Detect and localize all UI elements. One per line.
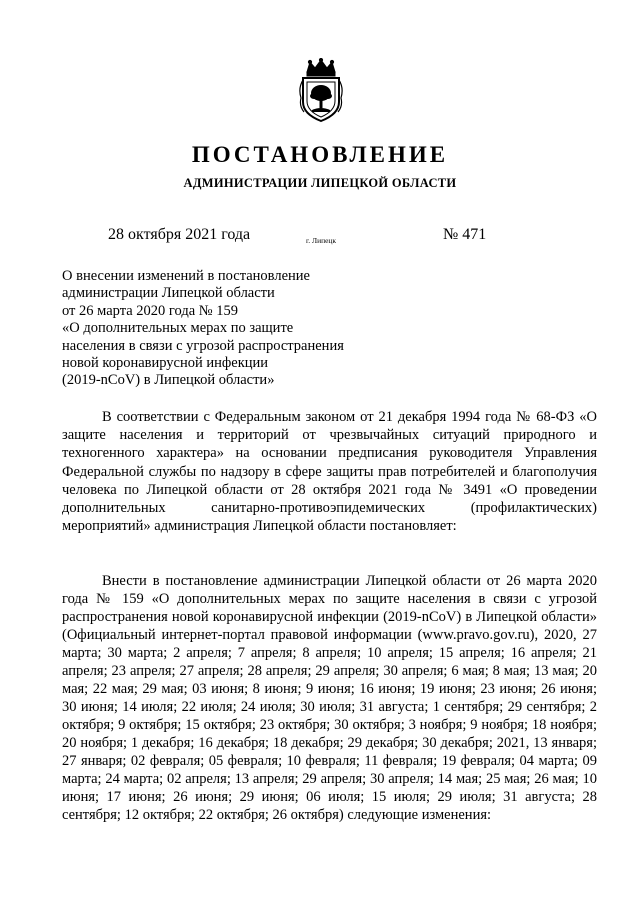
subject-line: от 26 марта 2020 года № 159 (62, 302, 238, 319)
subject-line: «О дополнительных мерах по защите (62, 320, 294, 337)
page-title: ПОСТАНОВЛЕНИЕ (191, 142, 449, 167)
document-date: 28 октября 2021 года (108, 226, 251, 243)
preamble-paragraph: В соответствии с Федеральным законом от 21 декабря 1994 года № 68-ФЗ «О защите населения и территорий от чрезвычайных ситуаций природного и техногенного характера» на основании предписания руководителя Управления Федеральной службы по надзору в сфере защиты прав потребителей и благополучия человека по Липецкой области от 28 октября 2021 года № 3491 «О проведении дополнительных санитарно-противоэпидемических (профилактических) мероприятий» администрация Липецкой области постановляет: (62, 409, 597, 535)
document-number: № 471 (443, 226, 487, 243)
document-city: г. Липецк (306, 236, 337, 245)
main-paragraph: Внести в постановление администрации Липецкой области от 26 марта 2020 года № 159 «О дополнительных мерах по защите населения в связи с угрозой распространения новой коронавирусной инфекции (2019-nCoV) в Липецкой области» (Официальный интернет-портал правовой информации (www.pravo.gov.ru), 2020, 27 марта; 30 марта; 2 апреля; 7 апреля; 8 апреля; 10 апреля; 15 апреля; 16 апреля; 21 апреля; 23 апреля; 27 апреля; 28 апреля; 29 апреля; 30 апреля; 6 мая; 8 мая; 13 мая; 20 мая; 22 мая; 29 мая; 03 июня; 8 июня; 9 июня; 16 июня; 19 июня; 23 июня; 26 июня; 30 июня; 14 июля; 22 июля; 24 июля; 30 июля; 31 августа; 1 сентября; 29 сентября; 2 октября; 9 октября; 15 октября; 23 октября; 30 октября; 3 ноября; 9 ноября; 18 ноября; 20 ноября; 1 декабря; 16 декабря; 18 декабря; 29 декабря; 30 декабря; 2021, 13 января; 27 января; 02 февраля; 05 февраля; 10 февраля; 11 февраля; 19 февраля; 04 марта; 09 марта; 24 марта; 02 апреля; 13 апреля; 29 апреля; 30 апреля; 14 мая; 25 мая; 26 мая; 10 июня; 17 июня; 26 июня; 29 июня; 06 июля; 15 июля; 29 июля; 31 августа; 28 сентября; 12 октября; 22 октября; 26 октября) следующие изменения: (62, 573, 597, 823)
subject-line: (2019-nCoV) в Липецкой области» (62, 372, 275, 389)
subject-line: населения в связи с угрозой распространения (62, 337, 344, 354)
subject-line: администрации Липецкой области (62, 285, 275, 302)
coat-of-arms-icon (298, 58, 344, 124)
document-subject (62, 268, 402, 390)
subject-line: новой коронавирусной инфекции (62, 355, 269, 372)
subject-line: О внесении изменений в постановление (62, 268, 310, 284)
issuer-name: АДМИНИСТРАЦИИ ЛИПЕЦКОЙ ОБЛАСТИ (183, 176, 457, 190)
